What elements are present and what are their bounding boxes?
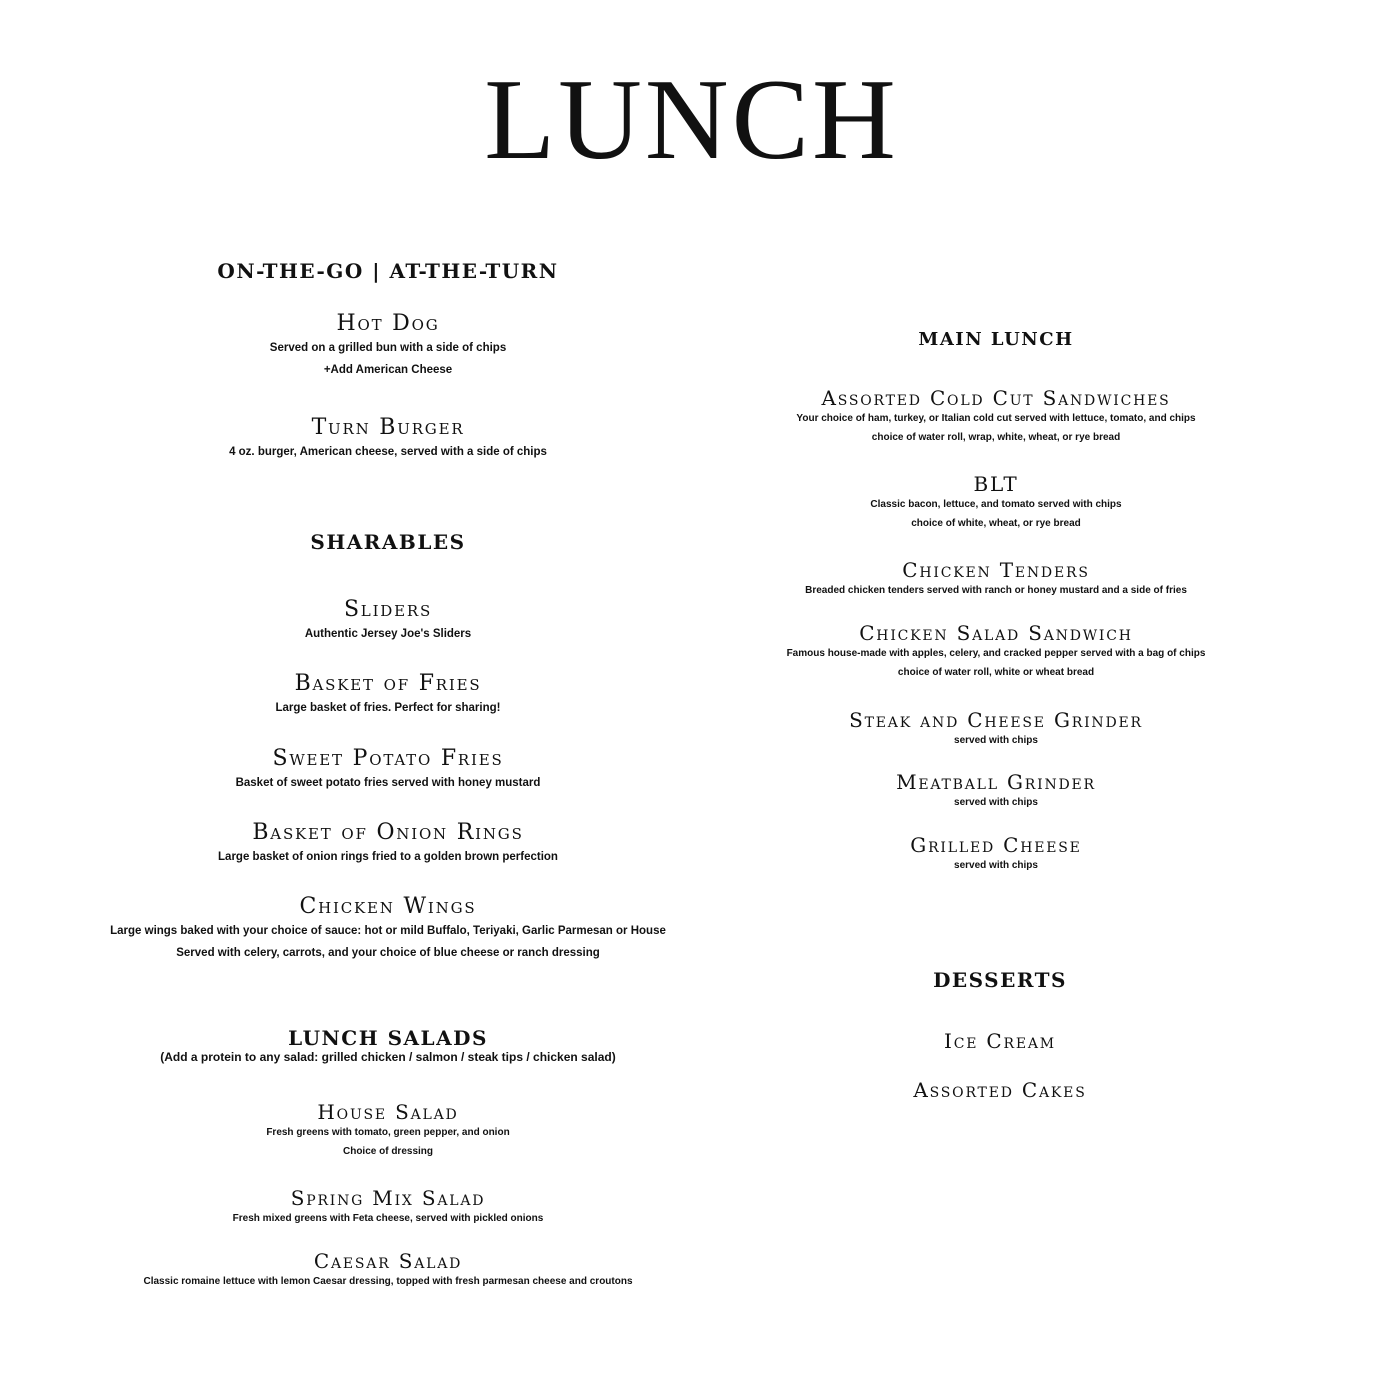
item-desc: served with chips bbox=[954, 860, 1038, 871]
item-desc: Breaded chicken tenders served with ranch or honey mustard and a side of fries bbox=[805, 585, 1187, 596]
menu-item-caesar-salad bbox=[68, 1250, 708, 1291]
menu-item-hot-dog bbox=[88, 311, 688, 381]
item-desc: Famous house-made with apples, celery, and cracked pepper served with a bag of chips bbox=[786, 648, 1206, 659]
section-heading-lunch-salads: LUNCH SALADS bbox=[288, 1026, 488, 1050]
section-heading-main-lunch: MAIN LUNCH bbox=[918, 329, 1074, 350]
item-desc: Choice of dressing bbox=[342, 1146, 433, 1157]
item-name: Sweet Potato Fries bbox=[272, 746, 504, 771]
item-name: Ice Cream bbox=[944, 1029, 1056, 1053]
menu-item-chicken-wings bbox=[48, 894, 728, 964]
menu-item-blt bbox=[696, 473, 1296, 533]
item-name: Caesar Salad bbox=[313, 1249, 463, 1273]
item-desc: Classic bacon, lettuce, and tomato served with chips bbox=[870, 499, 1122, 510]
menu-item-onion-rings bbox=[88, 820, 688, 868]
item-desc: choice of water roll, wrap, white, wheat, or rye bread bbox=[871, 432, 1121, 443]
item-desc: Large basket of onion rings fried to a golden brown perfection bbox=[218, 851, 558, 863]
menu-item-sliders bbox=[88, 597, 688, 645]
item-desc: 4 oz. burger, American cheese, served with a side of chips bbox=[229, 446, 547, 458]
item-desc: +Add American Cheese bbox=[323, 364, 453, 376]
item-desc: Fresh greens with tomato, green pepper, and onion bbox=[266, 1127, 510, 1138]
item-desc: Authentic Jersey Joe's Sliders bbox=[304, 628, 472, 640]
item-desc: Fresh mixed greens with Feta cheese, served with pickled onions bbox=[232, 1213, 544, 1224]
item-desc: choice of white, wheat, or rye bread bbox=[911, 518, 1081, 529]
item-name: Basket of Onion Rings bbox=[252, 820, 524, 845]
item-name: Steak and Cheese Grinder bbox=[849, 708, 1143, 732]
menu-title: LUNCH bbox=[484, 56, 899, 184]
item-name: Assorted Cakes bbox=[913, 1078, 1087, 1102]
menu-item-cold-cut-sandwiches bbox=[696, 387, 1296, 447]
menu-item-grilled-cheese bbox=[696, 834, 1296, 875]
item-name: Turn Burger bbox=[311, 415, 465, 440]
item-name: House Salad bbox=[317, 1100, 459, 1124]
item-name: Meatball Grinder bbox=[896, 770, 1096, 794]
item-desc: Classic romaine lettuce with lemon Caesar dressing, topped with fresh parmesan cheese and croutons bbox=[143, 1276, 633, 1287]
item-desc: served with chips bbox=[954, 797, 1038, 808]
item-name: Hot Dog bbox=[336, 311, 440, 336]
menu-item-chicken-salad-sandwich bbox=[696, 622, 1296, 682]
menu-item-spring-mix-salad bbox=[88, 1187, 688, 1228]
menu-item-chicken-tenders bbox=[696, 559, 1296, 600]
menu-item-assorted-cakes bbox=[700, 1079, 1300, 1101]
right-column bbox=[696, 0, 1296, 1400]
item-name: Basket of Fries bbox=[294, 671, 482, 696]
menu-item-house-salad bbox=[88, 1101, 688, 1161]
item-desc: Served with celery, carrots, and your choice of blue cheese or ranch dressing bbox=[176, 947, 600, 959]
item-desc: Served on a grilled bun with a side of chips bbox=[269, 342, 507, 354]
menu-item-turn-burger bbox=[88, 415, 688, 463]
menu-item-ice-cream bbox=[700, 1030, 1300, 1052]
item-name: Chicken Wings bbox=[299, 894, 477, 919]
menu-item-sweet-potato-fries bbox=[88, 746, 688, 794]
item-name: Spring Mix Salad bbox=[290, 1186, 486, 1210]
section-heading-sharables: SHARABLES bbox=[310, 530, 466, 554]
item-name: Sliders bbox=[343, 597, 433, 622]
item-desc: Your choice of ham, turkey, or Italian cold cut served with lettuce, tomato, and chips bbox=[796, 413, 1196, 424]
salad-protein-note: (Add a protein to any salad: grilled chicken / salmon / steak tips / chicken salad) bbox=[160, 1050, 616, 1064]
item-desc: Basket of sweet potato fries served with honey mustard bbox=[235, 777, 541, 789]
item-desc: Large basket of fries. Perfect for sharing! bbox=[275, 702, 501, 714]
item-desc: Large wings baked with your choice of sauce: hot or mild Buffalo, Teriyaki, Garlic Parmesan or House bbox=[110, 925, 666, 937]
item-desc: choice of water roll, white or wheat bread bbox=[897, 667, 1095, 678]
item-name: Chicken Tenders bbox=[902, 558, 1090, 582]
item-desc: served with chips bbox=[954, 735, 1038, 746]
item-name: Grilled Cheese bbox=[910, 833, 1082, 857]
section-heading-desserts: DESSERTS bbox=[933, 968, 1067, 992]
item-name: Assorted Cold Cut Sandwiches bbox=[821, 386, 1171, 410]
menu-item-steak-and-cheese-grinder bbox=[696, 709, 1296, 750]
menu-item-basket-of-fries bbox=[88, 671, 688, 719]
menu-item-meatball-grinder bbox=[696, 771, 1296, 812]
item-name: BLT bbox=[973, 472, 1019, 496]
item-name: Chicken Salad Sandwich bbox=[859, 621, 1133, 645]
left-column bbox=[88, 0, 688, 1400]
section-heading-on-the-go: ON-THE-GO | AT-THE-TURN bbox=[217, 259, 559, 283]
